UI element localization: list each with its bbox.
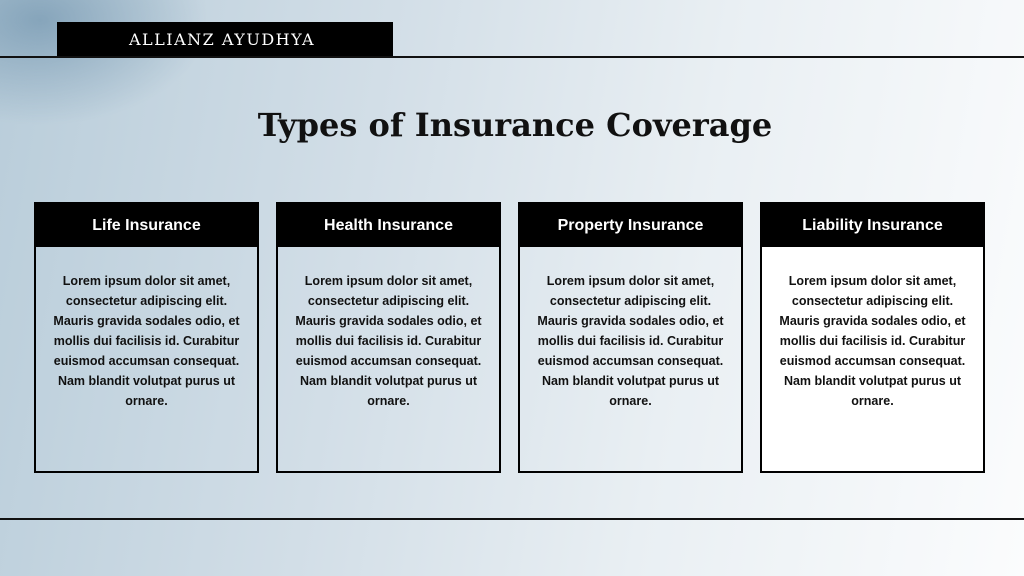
page-title: Types of Insurance Coverage [257,106,773,144]
card-title: Liability Insurance [762,204,983,247]
card-title: Health Insurance [278,204,499,247]
brand-bar [57,22,393,57]
card-property-insurance [518,202,743,473]
card-body: Lorem ipsum dolor sit amet, consectetur adipiscing elit. Mauris gravida sodales odio, et mollis dui facilisis id. Curabitur euismod accumsan consequat. Nam blandit volutpat purus ut ornare. [295,274,482,408]
bottom-divider [0,518,1024,520]
card-life-insurance [34,202,259,473]
card-body: Lorem ipsum dolor sit amet, consectetur adipiscing elit. Mauris gravida sodales odio, et mollis dui facilisis id. Curabitur euismod accumsan consequat. Nam blandit volutpat purus ut ornare. [779,274,966,408]
card-health-insurance [276,202,501,473]
card-body: Lorem ipsum dolor sit amet, consectetur adipiscing elit. Mauris gravida sodales odio, et mollis dui facilisis id. Curabitur euismod accumsan consequat. Nam blandit volutpat purus ut ornare. [537,274,724,408]
card-title: Property Insurance [520,204,741,247]
brand-name: ALLIANZ AYUDHYA [129,30,315,49]
card-body: Lorem ipsum dolor sit amet, consectetur adipiscing elit. Mauris gravida sodales odio, et mollis dui facilisis id. Curabitur euismod accumsan consequat. Nam blandit volutpat purus ut ornare. [53,274,240,408]
card-title: Life Insurance [36,204,257,247]
card-liability-insurance [760,202,985,473]
top-divider [0,56,1024,58]
